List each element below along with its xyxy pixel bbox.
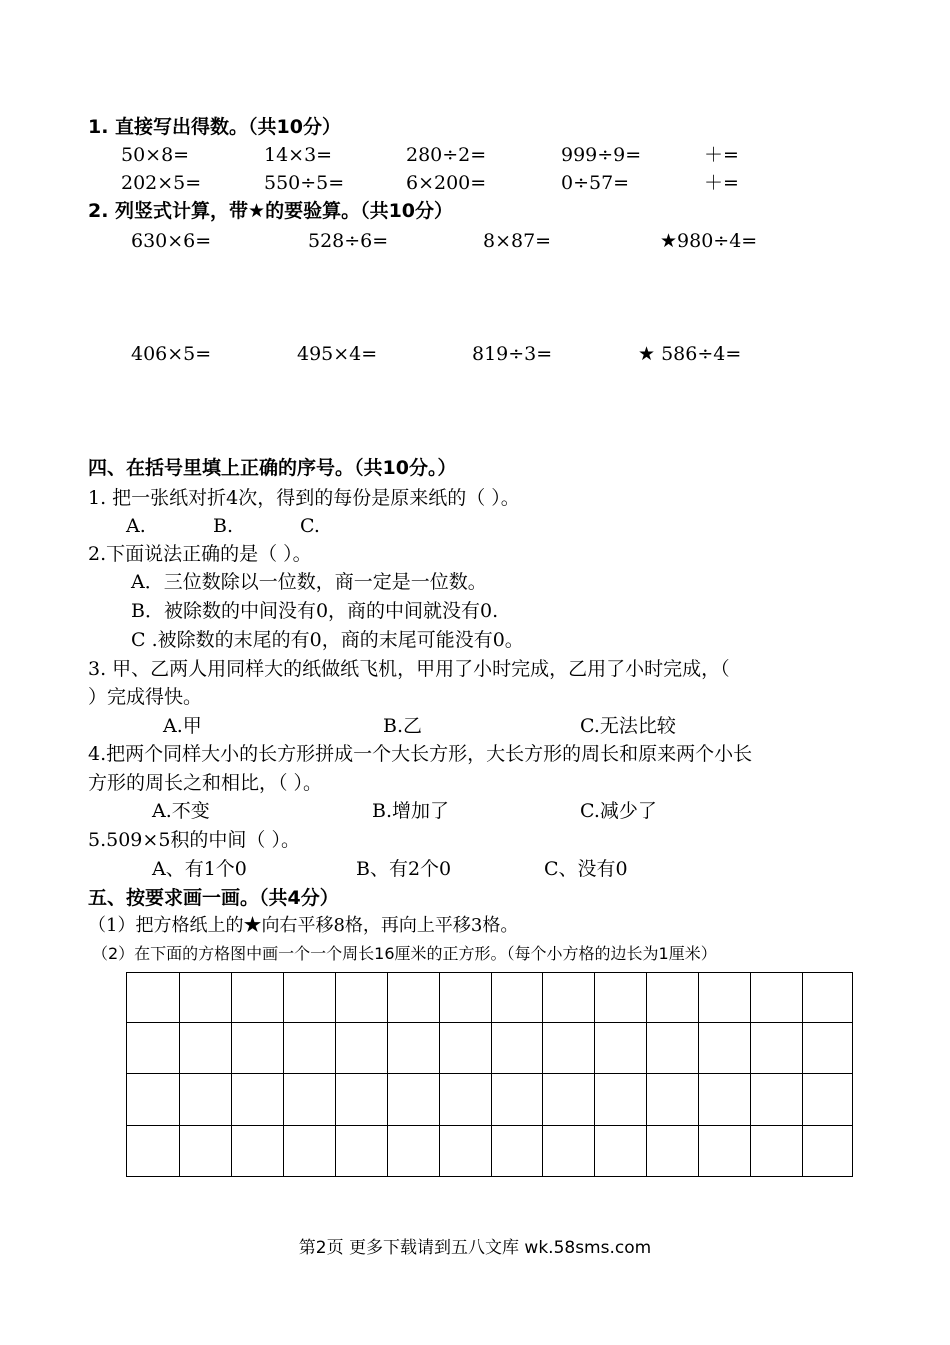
- option-c: C.无法比较: [580, 715, 676, 737]
- question-1: 1. 把一张纸对折4次，得到的每份是原来纸的（ ）。: [88, 487, 520, 509]
- section-5-heading: 五、按要求画一画。（共4分）: [88, 887, 339, 909]
- oral-calc-item: ＋=: [704, 172, 739, 194]
- grid-line: [698, 973, 699, 1176]
- grid-line: [594, 973, 595, 1176]
- oral-calc-item: 280÷2=: [406, 144, 487, 166]
- oral-calc-item: 6×200=: [406, 172, 487, 194]
- grid-line: [750, 973, 751, 1176]
- option-c: C.减少了: [580, 800, 657, 822]
- oral-calc-item: 550÷5=: [264, 172, 345, 194]
- option-b: B、有2个0: [356, 858, 452, 880]
- oral-calc-item: 50×8=: [121, 144, 190, 166]
- option-a: A．三位数除以一位数，商一定是一位数。: [131, 571, 487, 593]
- section-4-heading: 四、在括号里填上正确的序号。（共10分。）: [88, 457, 457, 479]
- grid-line: [127, 1073, 852, 1074]
- square-grid: [126, 972, 853, 1177]
- option-c: C、没有0: [544, 858, 628, 880]
- question-5: 5.509×5积的中间（ ）。: [88, 829, 300, 851]
- vertical-calc-item: ★980÷4=: [660, 230, 758, 252]
- vertical-calc-item: 819÷3=: [472, 343, 553, 365]
- question-3-line-2: ）完成得快。: [88, 686, 203, 708]
- page-footer: 第2页 更多下载请到五八文库 wk.58sms.com: [298, 1238, 652, 1258]
- option-a: A.甲: [163, 715, 202, 737]
- grid-line: [127, 1125, 852, 1126]
- option-b: B.: [213, 515, 234, 537]
- drawing-task-2: （2）在下面的方格图中画一个一个周长16厘米的正方形。（每个小方格的边长为1厘米）: [92, 944, 717, 963]
- grid-line: [646, 973, 647, 1176]
- option-a: A、有1个0: [152, 858, 247, 880]
- grid-line: [802, 973, 803, 1176]
- option-b: B．被除数的中间没有0，商的中间就没有0.: [131, 600, 499, 622]
- grid-line: [439, 973, 440, 1176]
- grid-line: [335, 973, 336, 1176]
- oral-calc-item: 202×5=: [121, 172, 202, 194]
- question-4-line-2: 方形的周长之和相比，（ ）。: [88, 772, 323, 794]
- question-2: 2.下面说法正确的是（ ）。: [88, 543, 312, 565]
- option-a: A.: [126, 515, 146, 537]
- option-b: B.乙: [383, 715, 423, 737]
- vertical-calc-item: 406×5=: [131, 343, 212, 365]
- section-2-heading: 2. 列竖式计算，带★的要验算。（共10分）: [88, 200, 454, 222]
- drawing-task-1: （1）把方格纸上的★向右平移8格，再向上平移3格。: [88, 915, 519, 936]
- option-c: C.: [300, 515, 320, 537]
- question-3-line-1: 3. 甲、乙两人用同样大的纸做纸飞机，甲用了小时完成，乙用了小时完成，（: [88, 658, 730, 680]
- vertical-calc-item: 528÷6=: [308, 230, 389, 252]
- option-a: A.不变: [152, 800, 210, 822]
- grid-line: [179, 973, 180, 1176]
- option-c: C .被除数的末尾的有0，商的末尾可能没有0。: [131, 629, 524, 651]
- grid-line: [231, 973, 232, 1176]
- grid-line: [127, 1022, 852, 1023]
- grid-line: [491, 973, 492, 1176]
- grid-line: [387, 973, 388, 1176]
- oral-calc-item: 14×3=: [264, 144, 333, 166]
- vertical-calc-item: ★ 586÷4=: [638, 343, 742, 365]
- vertical-calc-item: 8×87=: [483, 230, 552, 252]
- question-4-line-1: 4.把两个同样大小的长方形拼成一个大长方形，大长方形的周长和原来两个小长: [88, 743, 753, 765]
- oral-calc-item: 0÷57=: [561, 172, 630, 194]
- section-1-heading: 1. 直接写出得数。（共10分）: [88, 116, 341, 138]
- vertical-calc-item: 630×6=: [131, 230, 212, 252]
- grid-line: [283, 973, 284, 1176]
- option-b: B.增加了: [372, 800, 450, 822]
- vertical-calc-item: 495×4=: [297, 343, 378, 365]
- oral-calc-item: ＋=: [704, 144, 739, 166]
- grid-line: [542, 973, 543, 1176]
- oral-calc-item: 999÷9=: [561, 144, 642, 166]
